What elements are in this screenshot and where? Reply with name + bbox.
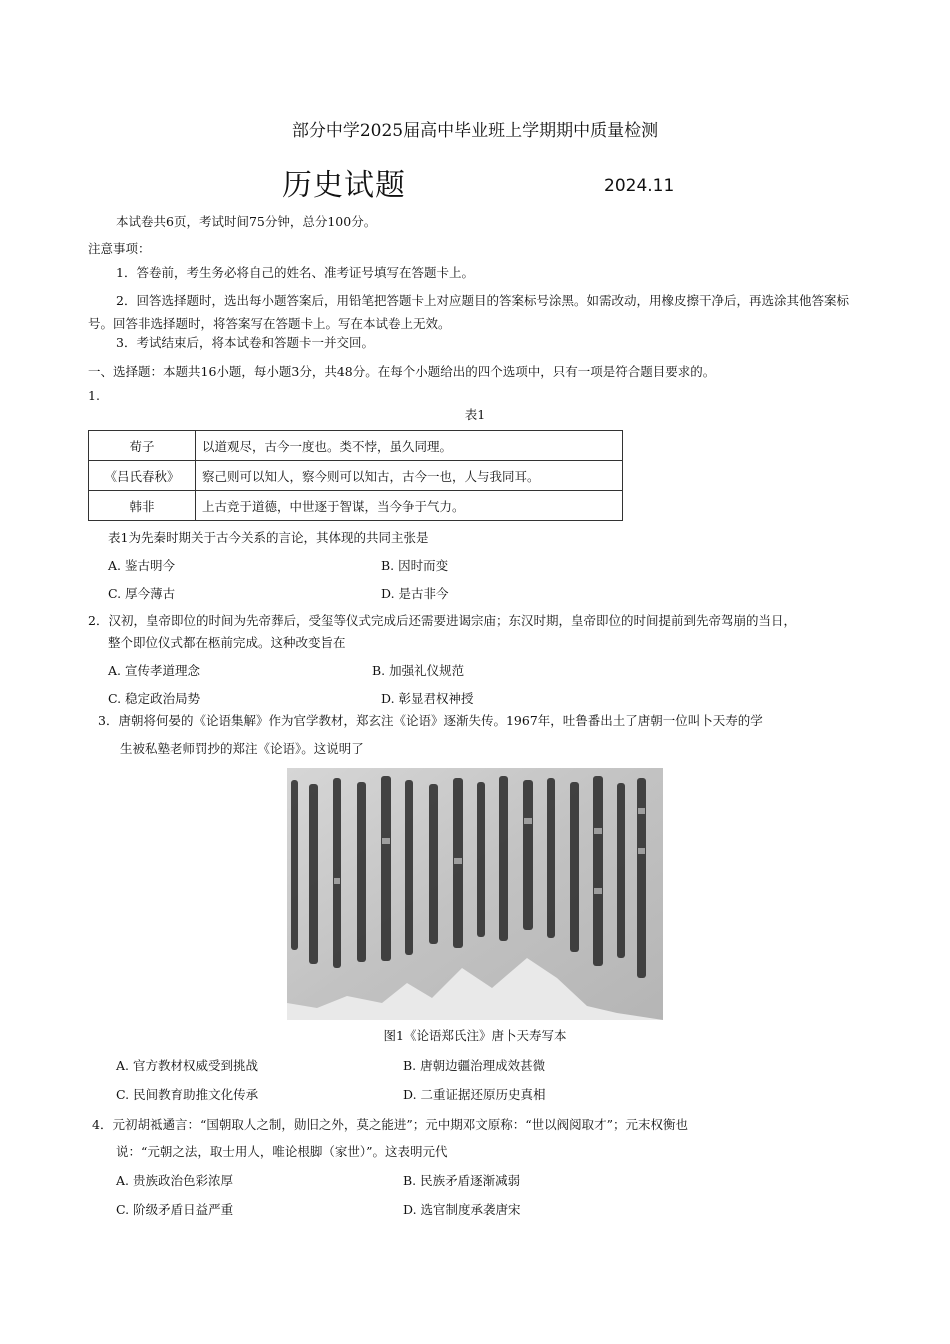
question-stem: 说：“元朝之法，取士用人，唯论根脚（家世）”。这表明元代	[116, 1144, 448, 1159]
option-b: B. 因时而变	[381, 558, 449, 573]
question-stem: 2．汉初，皇帝即位的时间为先帝葬后，受玺等仪式完成后还需要进谒宗庙；东汉时期，皇帝即位的时间提前到先帝驾崩的当日，	[88, 613, 796, 628]
notice-item: 3．考试结束后，将本试卷和答题卡一并交回。	[116, 335, 374, 350]
table-row	[89, 461, 623, 491]
exam-intro: 本试卷共6页，考试时间75分钟，总分100分。	[116, 214, 377, 229]
question-stem: 3．唐朝将何晏的《论语集解》作为官学教材，郑玄注《论语》逐渐失传。1967年，吐鲁番出土了唐朝一位叫卜天寿的学	[98, 713, 763, 728]
question-stem: 表1为先秦时期关于古今关系的言论，其体现的共同主张是	[108, 530, 429, 545]
exam-title: 部分中学2025届高中毕业班上学期期中质量检测	[291, 121, 659, 141]
manuscript-image	[287, 768, 663, 1020]
table-cell-text: 上古竞于道德，中世逐于智谋，当今争于气力。	[196, 491, 623, 521]
option-d: D. 彰显君权神授	[381, 691, 474, 706]
section-heading: 一、选择题：本题共16小题，每小题3分，共48分。在每个小题给出的四个选项中，只有一项是符合题目要求的。	[88, 364, 716, 379]
table-title: 表1	[464, 407, 486, 422]
quote-table	[88, 430, 623, 521]
option-b: B. 民族矛盾逐渐减弱	[403, 1173, 521, 1188]
figure-caption: 图1《论语郑氏注》唐卜天寿写本	[383, 1028, 567, 1043]
option-c: C. 民间教育助推文化传承	[116, 1087, 259, 1102]
question-stem: 生被私塾老师罚抄的郑注《论语》。这说明了	[120, 741, 364, 756]
exam-date: 2024.11	[604, 176, 675, 196]
question-stem: 4．元初胡祗遹言：“国朝取人之制，勋旧之外，莫之能进”；元中期邓文原称：“世以阀阅取才”；元末权衡也	[92, 1117, 689, 1132]
table-cell-source: 《吕氏春秋》	[89, 461, 196, 491]
option-a: A. 官方教材权威受到挑战	[116, 1058, 258, 1073]
notice-item: 2．回答选择题时，选出每小题答案后，用铅笔把答题卡上对应题目的答案标号涂黑。如需改动，用橡皮擦干净后，再选涂其他答案标号。回答非选择题时，将答案写在答题卡上。写在本试卷上无效。	[88, 293, 849, 331]
option-c: C. 厚今薄古	[108, 586, 176, 601]
option-d: D. 是古非今	[381, 586, 449, 601]
option-c: C. 阶级矛盾日益严重	[116, 1202, 234, 1217]
option-a: A. 贵族政治色彩浓厚	[116, 1173, 233, 1188]
table-row	[89, 491, 623, 521]
table-cell-text: 以道观尽，古今一度也。类不悖，虽久同理。	[196, 431, 623, 461]
option-a: A. 宣传孝道理念	[108, 663, 200, 678]
notice-item: 1．答卷前，考生务必将自己的姓名、准考证号填写在答题卡上。	[116, 265, 474, 280]
table-cell-text: 察己则可以知人，察今则可以知古，古今一也，人与我同耳。	[196, 461, 623, 491]
option-d: D. 选官制度承袭唐宋	[403, 1202, 521, 1217]
table-row	[89, 431, 623, 461]
table-cell-source: 韩非	[89, 491, 196, 521]
option-d: D. 二重证据还原历史真相	[403, 1087, 546, 1102]
subject-title: 历史试题	[282, 168, 406, 203]
table-cell-source: 荀子	[89, 431, 196, 461]
option-b: B. 加强礼仪规范	[372, 663, 465, 678]
option-a: A. 鉴古明今	[108, 558, 175, 573]
option-b: B. 唐朝边疆治理成效甚微	[403, 1058, 546, 1073]
notice-heading: 注意事项：	[88, 241, 151, 256]
option-c: C. 稳定政治局势	[108, 691, 201, 706]
question-stem: 整个即位仪式都在柩前完成。这种改变旨在	[108, 635, 346, 650]
question-number: 1.	[88, 388, 100, 403]
